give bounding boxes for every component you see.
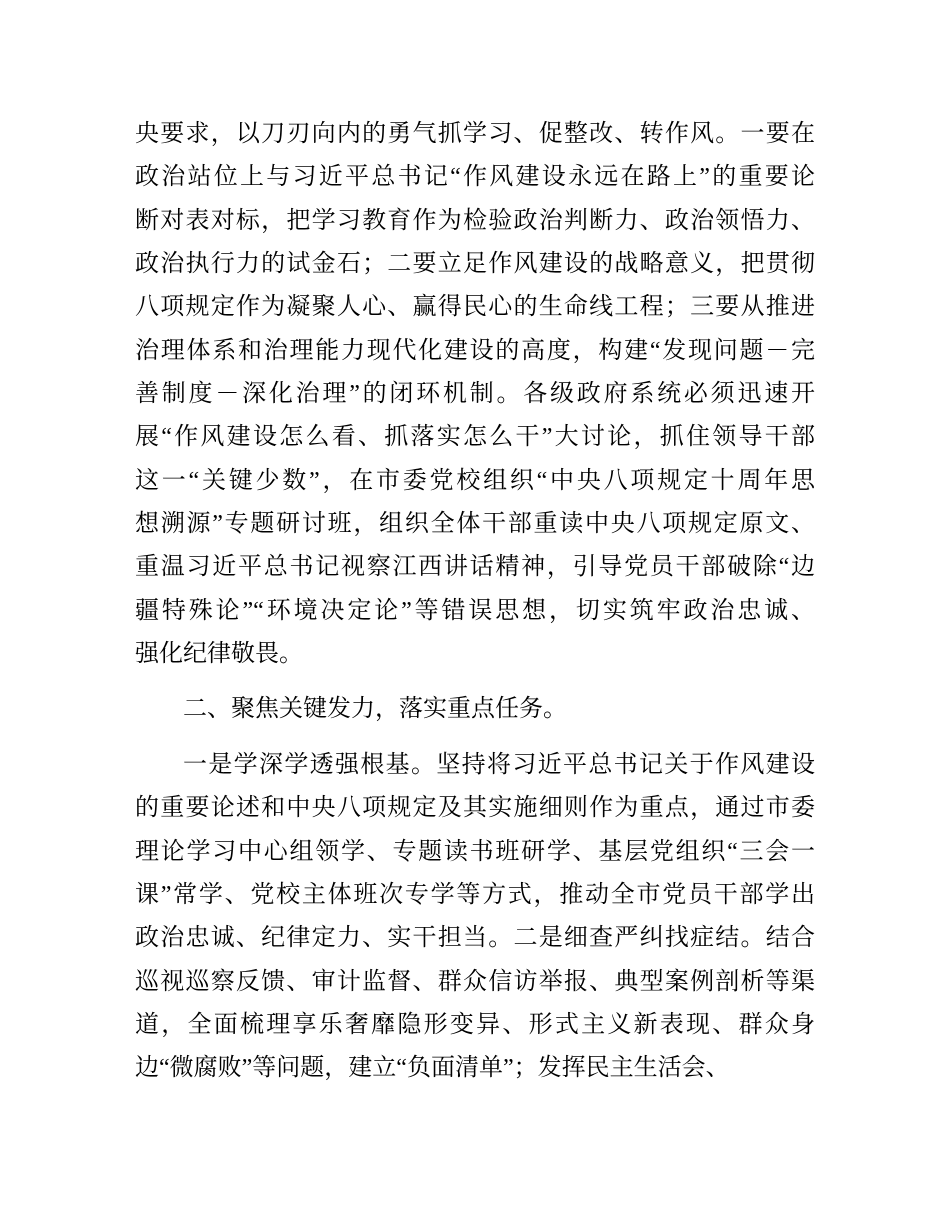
- document-text-block: [135, 113, 815, 1091]
- text-line: 道，全面梳理享乐奢靡隐形变异、形式主义新表现、群众身: [135, 1011, 815, 1038]
- text-line: 展“作风建设怎么看、抓落实怎么干”大讨论，抓住领导干部: [135, 424, 815, 451]
- text-line: 一是学深学透强根基。坚持将习近平总书记关于作风建设: [183, 751, 815, 778]
- text-line: 边“微腐败”等问题，建立“负面清单”；发挥民主生活会、: [135, 1055, 730, 1082]
- text-line: 政治忠诚、纪律定力、实干担当。二是细查严纠找症结。结合: [135, 925, 815, 952]
- text-line: 巡视巡察反馈、审计监督、群众信访举报、典型案例剖析等渠: [135, 968, 815, 995]
- text-line: 央要求，以刀刃向内的勇气抓学习、促整改、转作风。一要在: [135, 121, 815, 147]
- text-line: 政治站位上与习近平总书记“作风建设永远在路上”的重要论: [135, 164, 815, 191]
- text-line: 善制度－深化治理”的闭环机制。各级政府系统必须迅速开: [135, 381, 815, 408]
- text-line: 想溯源”专题研讨班，组织全体干部重读中央八项规定原文、: [135, 511, 815, 538]
- text-line: 的重要论述和中央八项规定及其实施细则作为重点，通过市委: [135, 795, 815, 822]
- heading-section-two: [135, 688, 815, 731]
- text-line: 强化纪律敬畏。: [135, 641, 303, 668]
- text-line: 理论学习中心组领学、专题读书班研学、基层党组织“三会一: [135, 838, 815, 865]
- text-line: 疆特殊论”“环境决定论”等错误思想，切实筑牢政治忠诚、: [135, 597, 815, 624]
- text-line: 政治执行力的试金石；二要立足作风建设的战略意义，把贯彻: [135, 251, 815, 278]
- para-key-tasks: [135, 744, 815, 1091]
- text-line: 二、聚焦关键发力，落实重点任务。: [183, 696, 567, 723]
- text-line: 课”常学、党校主体班次专学等方式，推动全市党员干部学出: [135, 881, 815, 908]
- text-line: 断对表对标，把学习教育作为检验政治判断力、政治领悟力、: [135, 207, 815, 234]
- text-line: 重温习近平总书记视察江西讲话精神，引导党员干部破除“边: [135, 554, 815, 581]
- text-line: 这一“关键少数”，在市委党校组织“中央八项规定十周年思: [135, 467, 815, 494]
- para-continuation: [135, 113, 815, 676]
- text-line: 八项规定作为凝聚人心、赢得民心的生命线工程；三要从推进: [135, 294, 815, 321]
- text-line: 治理体系和治理能力现代化建设的高度，构建“发现问题－完: [135, 337, 815, 364]
